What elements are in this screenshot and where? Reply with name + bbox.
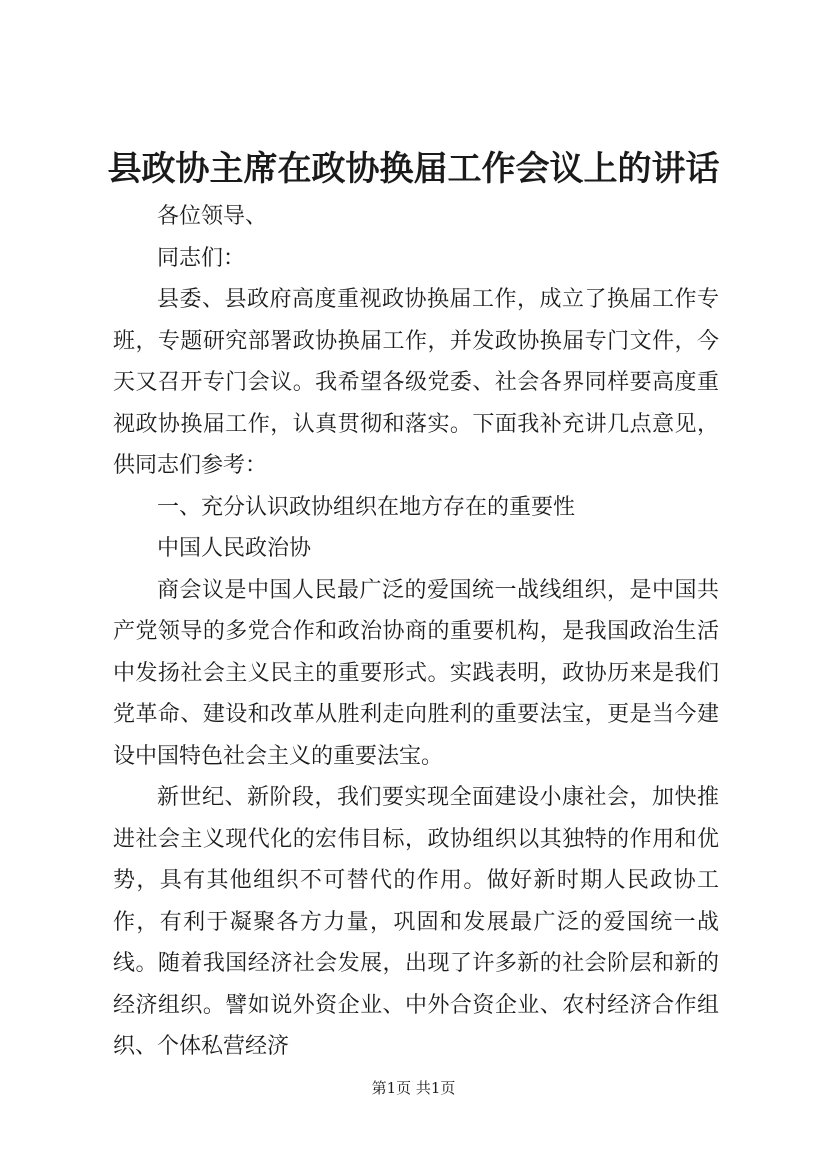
body-paragraph: 县委、县政府高度重视政协换届工作，成立了换届工作专班，专题研究部署政协换届工作，并发政协换届专门文件，今天又召开专门会议。我希望各级党委、社会各界同样要高度重视政协换届工作，认真贯彻和落实。下面我补充讲几点意见，供同志们参考： — [113, 287, 719, 478]
salutation-line: 同志们： — [157, 245, 246, 271]
document-title: 县政协主席在政协换届工作会议上的讲话 — [107, 149, 720, 189]
salutation-line: 各位领导、 — [157, 204, 268, 229]
body-paragraph: 新世纪、新阶段，我们要实现全面建设小康社会，加快推进社会主义现代化的宏伟目标，政协组织以其独特的作用和优势，具有其他组织不可替代的作用。做好新时期人民政协工作，有利于凝聚各方力量，巩固和发展最广泛的爱国统一战线。随着我国经济社会发展，出现了许多新的社会阶层和新的经济组织。譬如说外资企业、中外合资企业、农村经济合作组织、个体私营经济 — [113, 785, 719, 1059]
body-paragraph: 商会议是中国人民最广泛的爱国统一战线组织，是中国共产党领导的多党合作和政治协商的重要机构，是我国政治生活中发扬社会主义民主的重要形式。实践表明，政协历来是我们党革命、建设和改革从胜利走向胜利的重要法宝，更是当今建设中国特色社会主义的重要法宝。 — [113, 577, 719, 769]
document-body — [113, 196, 719, 1068]
body-paragraph: 中国人民政治协 — [157, 536, 312, 561]
page-number: 第1页 共1页 — [371, 1079, 456, 1097]
section-heading: 一、充分认识政协组织在地方存在的重要性 — [157, 494, 576, 520]
